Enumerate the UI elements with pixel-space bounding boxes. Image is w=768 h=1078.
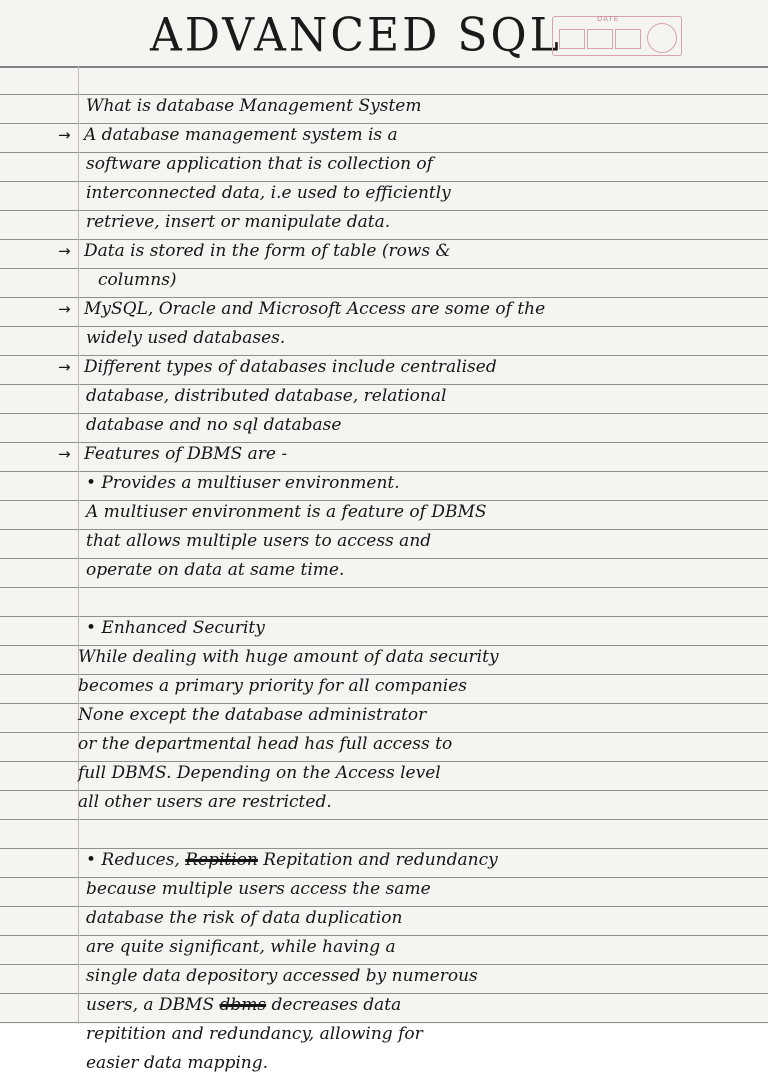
date-circle	[647, 23, 677, 53]
note-text: Different types of databases include centralised	[84, 357, 497, 377]
note-text: retrieve, insert or manipulate data.	[86, 212, 391, 232]
note-line	[58, 527, 758, 556]
note-line	[58, 440, 758, 469]
note-text: are quite significant, while having a	[86, 937, 396, 957]
note-text: interconnected data, i.e used to efficiently	[86, 183, 451, 203]
date-month-cell	[587, 29, 613, 49]
arrow-bullet-icon: →	[58, 242, 71, 260]
struck-word: Repition	[185, 850, 258, 870]
note-line	[58, 730, 758, 759]
handwritten-notes	[58, 92, 758, 1078]
note-line	[58, 324, 758, 353]
note-text: What is database Management System	[86, 96, 422, 116]
note-line	[58, 904, 758, 933]
note-line	[58, 121, 758, 150]
note-line	[58, 295, 758, 324]
note-text: columns)	[98, 270, 177, 290]
note-text: repitition and redundancy, allowing for	[86, 1024, 423, 1044]
date-box	[552, 16, 682, 56]
arrow-bullet-icon: →	[58, 126, 71, 144]
note-line	[58, 875, 758, 904]
note-text: becomes a primary priority for all companies	[78, 676, 467, 696]
note-line: • Reduces, Repition Repitation and redundancy	[86, 850, 498, 870]
note-text: operate on data at same time.	[86, 560, 345, 580]
page-title: ADVANCED SQL	[150, 8, 562, 63]
note-text: • Enhanced Security	[86, 618, 265, 638]
note-text: None except the database administrator	[78, 705, 427, 725]
note-text: or the departmental head has full access to	[78, 734, 453, 754]
note-text: MySQL, Oracle and Microsoft Access are some of the	[84, 299, 546, 319]
note-text: database the risk of data duplication	[86, 908, 403, 928]
note-line	[58, 469, 758, 498]
note-text: • Provides a multiuser environment.	[86, 473, 400, 493]
note-line	[58, 498, 758, 527]
note-line	[58, 672, 758, 701]
note-line: users, a DBMS dbms decreases data	[86, 995, 402, 1015]
date-label: DATE	[597, 15, 620, 23]
note-text: widely used databases.	[86, 328, 286, 348]
note-line	[58, 150, 758, 179]
note-text: because multiple users access the same	[86, 879, 431, 899]
note-line	[58, 237, 758, 266]
date-year-cell	[615, 29, 641, 49]
date-day-cell	[559, 29, 585, 49]
note-text: database and no sql database	[86, 415, 342, 435]
note-text: users, a DBMS	[86, 995, 220, 1015]
arrow-bullet-icon: →	[58, 445, 71, 463]
note-text: A database management system is a	[84, 125, 398, 145]
note-text: full DBMS. Depending on the Access level	[78, 763, 441, 783]
arrow-bullet-icon: →	[58, 358, 71, 376]
note-line	[58, 266, 758, 295]
header-rule	[0, 66, 768, 68]
note-line	[58, 382, 758, 411]
note-line	[58, 817, 758, 846]
note-line	[58, 411, 758, 440]
note-line	[58, 962, 758, 991]
note-text: While dealing with huge amount of data security	[78, 647, 499, 667]
note-line	[58, 556, 758, 585]
note-line	[58, 208, 758, 237]
note-line	[58, 92, 758, 121]
note-text: database, distributed database, relational	[86, 386, 447, 406]
note-line	[58, 701, 758, 730]
note-line	[58, 788, 758, 817]
note-text: Data is stored in the form of table (rows &	[84, 241, 451, 261]
note-line	[58, 643, 758, 672]
arrow-bullet-icon: →	[58, 300, 71, 318]
note-line	[58, 585, 758, 614]
note-text: A multiuser environment is a feature of DBMS	[86, 502, 487, 522]
note-text: software application that is collection of	[86, 154, 433, 174]
struck-word: dbms	[219, 995, 267, 1015]
note-line	[58, 759, 758, 788]
note-text: that allows multiple users to access and	[86, 531, 432, 551]
note-text: Features of DBMS are -	[84, 444, 288, 464]
note-line	[58, 614, 758, 643]
note-line	[58, 1049, 758, 1078]
note-text: all other users are restricted.	[78, 792, 332, 812]
note-line	[58, 179, 758, 208]
note-text: easier data mapping.	[86, 1053, 269, 1073]
note-text: • Reduces,	[86, 850, 186, 870]
note-line	[58, 933, 758, 962]
note-text: single data depository accessed by numerous	[86, 966, 478, 986]
note-line	[58, 353, 758, 382]
note-line	[58, 1020, 758, 1049]
